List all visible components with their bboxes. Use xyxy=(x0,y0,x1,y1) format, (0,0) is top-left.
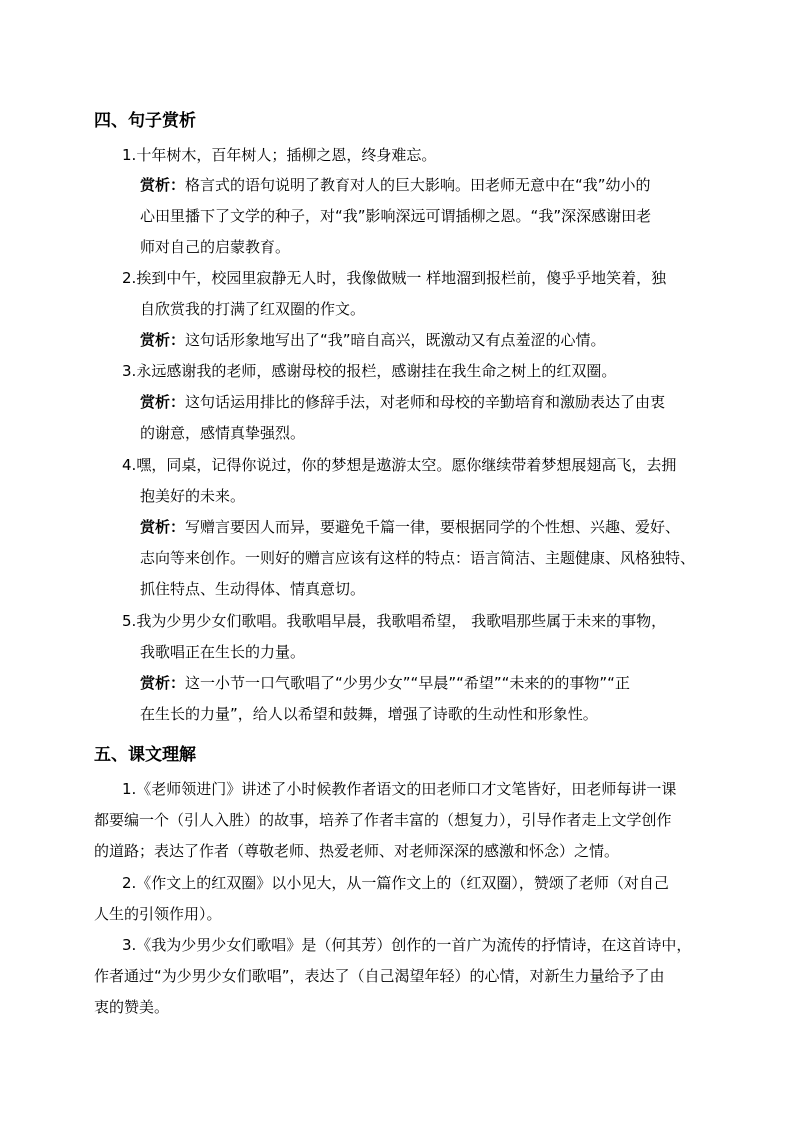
sentence-3-analysis-line-1: 赏析：这句话运用排比的修辞手法，对老师和母校的辛勤培育和激励表达了由衷 xyxy=(140,393,666,411)
analysis-label: 赏析： xyxy=(140,176,186,194)
sentence-2-quote-line-1: 2.挨到中午，校园里寂静无人时，我像做贼一 样地溜到报栏前，傻乎乎地笑着，独 xyxy=(122,269,667,287)
understanding-2-line-2: 人生的引领作用）。 xyxy=(94,905,222,923)
analysis-label: 赏析： xyxy=(140,393,186,411)
section-4-heading: 四、句子赏析 xyxy=(94,111,196,131)
section-5-heading: 五、课文理解 xyxy=(94,745,196,765)
sentence-4-analysis-line-2: 志向等来创作。一则好的赠言应该有这样的特点：语言简洁、主题健康、风格独特、 xyxy=(140,549,696,567)
sentence-4-analysis-line-1: 赏析：写赠言要因人而异，要避免千篇一律，要根据同学的个性想、兴趣、爱好、 xyxy=(140,518,681,536)
sentence-4-quote-line-2: 抱美好的未来。 xyxy=(140,487,246,505)
sentence-2-quote-line-2: 自欣赏我的打满了红双圈的作文。 xyxy=(140,300,366,318)
sentence-5-analysis-line-1: 赏析：这一小节一口气歌唱了“少男少女”“早晨”“希望”“未来的的事物”“正 xyxy=(140,674,630,692)
understanding-3-line-3: 衷的赞美。 xyxy=(94,998,170,1016)
sentence-4-quote-line-1: 4.嘿，同桌，记得你说过，你的梦想是遨游太空。愿你继续带着梦想展翅高飞，去拥 xyxy=(122,456,677,474)
understanding-3-line-1: 3.《我为少男少女们歌唱》是（何其芳）创作的一首广为流传的抒情诗，在这首诗中， xyxy=(122,936,692,954)
sentence-5-quote-line-2: 我歌唱正在生长的力量。 xyxy=(140,643,306,661)
analysis-label: 赏析： xyxy=(140,518,186,536)
understanding-1-line-3: 的道路；表达了作者（尊敬老师、热爱老师、对老师深深的感激和怀念）之情。 xyxy=(94,842,620,860)
understanding-3-line-2: 作者通过“为少男少女们歌唱”，表达了（自己渴望年轻）的心情，对新生力量给予了由 xyxy=(94,967,665,985)
sentence-1-analysis-line-2: 心田里播下了文学的种子，对“我”影响深远可谓插柳之恩。“我”深深感谢田老 xyxy=(140,207,652,225)
sentence-1-analysis-line-1: 赏析：格言式的语句说明了教育对人的巨大影响。田老师无意中在“我”幼小的 xyxy=(140,176,651,194)
sentence-3-analysis-line-2: 的谢意，感情真挚强烈。 xyxy=(140,424,306,442)
sentence-1-analysis-line-3: 师对自己的启蒙教育。 xyxy=(140,238,291,256)
sentence-5-analysis-line-2: 在生长的力量”，给人以希望和鼓舞，增强了诗歌的生动性和形象性。 xyxy=(140,705,598,723)
analysis-label: 赏析： xyxy=(140,331,186,349)
sentence-2-analysis-line-1: 赏析：这句话形象地写出了“我”暗自高兴，既激动又有点羞涩的心情。 xyxy=(140,331,606,349)
understanding-2-line-1: 2.《作文上的红双圈》以小见大，从一篇作文上的（红双圈），赞颂了老师（对自己 xyxy=(122,874,669,892)
sentence-4-analysis-line-3: 抓住特点、生动得体、情真意切。 xyxy=(140,580,366,598)
understanding-1-line-1: 1.《老师领进门》讲述了小时候教作者语文的田老师口才文笔皆好，田老师每讲一课 xyxy=(122,780,677,798)
sentence-3-quote: 3.永远感谢我的老师，感谢母校的报栏，感谢挂在我生命之树上的红双圈。 xyxy=(122,362,617,380)
sentence-1-quote: 1.十年树木，百年树人；插柳之恩，终身难忘。 xyxy=(122,146,437,164)
sentence-5-quote-line-1: 5.我为少男少女们歌唱。我歌唱早晨，我歌唱希望， 我歌唱那些属于未来的事物， xyxy=(122,612,667,630)
understanding-1-line-2: 都要编一个（引人入胜）的故事，培养了作者丰富的（想复力），引导作者走上文学创作 xyxy=(94,811,672,829)
analysis-label: 赏析： xyxy=(140,674,186,692)
